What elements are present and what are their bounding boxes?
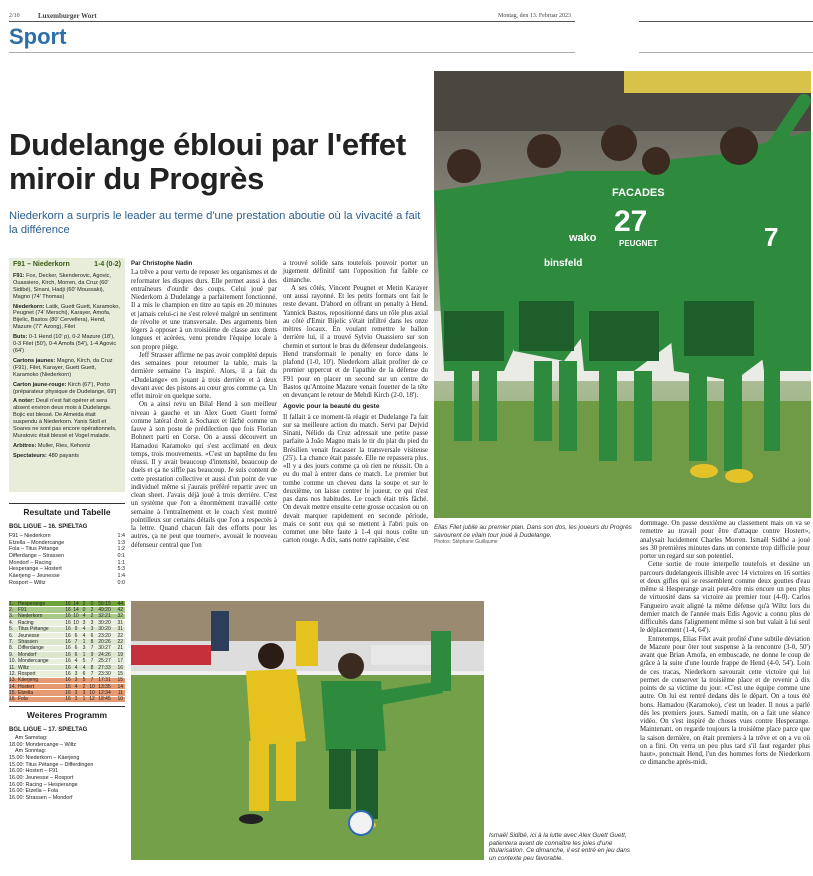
standings-cell: 7 [90,677,94,684]
standings-cell: 14 [73,606,79,613]
program-item: 16.00: Etzella – Fola [9,788,59,795]
standings-cell: 7 [90,645,94,652]
standings-cell: 17:31 [98,677,111,684]
standings-cell: 6 [82,670,86,677]
standings-cell: 4 [74,683,78,690]
factbox-line: Spectateurs: 480 payants [13,452,79,459]
standings-cell: 3 [74,670,78,677]
standings-cell: 23:30 [98,670,111,677]
standings-cell: 16 [65,613,71,620]
standings-row [9,697,125,703]
standings-cell: Niederkorn [18,613,43,620]
program-heading: Weiteres Programm [9,706,125,720]
standings-cell: 16 [65,696,71,703]
standings-cell: 21 [117,645,123,652]
factbox-line: Niederkorn: Latik, Guett Guett, Karamoko, Peugnet (74' Merschi), Karayer, Amofa, Bijelic, Bastos (80' Cervellera), Hend, Mazure (77' Azong), Filet [13,303,120,331]
standings-cell: 10 [73,613,79,620]
standings-cell: 5 [82,677,86,684]
standings-cell: 22 [117,632,123,639]
standings-cell: 16 [117,664,123,671]
standings-cell: Hesperange [18,600,46,607]
standings-cell: Racing [18,619,34,626]
program-item: 16.00: Hostert – F91 [9,768,59,775]
standings-cell: 16 [65,638,71,645]
result-score: 0:1 [117,552,125,559]
standings-cell: 3 [90,619,94,626]
standings-cell: 4 [74,658,78,665]
standings-cell: 44 [117,600,123,607]
paragraph: Jeff Strasser affirme ne pas avoir complété depuis des semaines pour retourner la table, mais la dernière semaine l'a inspiré. Alors, il a fait du «Dudelange» en jouant à trois derrière et à deux devant avec des pistons au cœur gros comme ça. Un effet miroir en quelque sorte. [131,351,277,400]
standings-cell: 16 [65,645,71,652]
standings-cell: 6 [74,632,78,639]
standings-cell: 1. [9,600,14,607]
standings-cell: Hostert [18,683,35,690]
standings-cell: 30:20 [98,619,111,626]
standings-cell: 5. [9,626,14,633]
standings-cell: 16 [65,690,71,697]
standings-cell: 1 [82,638,86,645]
standings-cell: Mondercange [18,658,49,665]
standings-cell: Etzella [18,690,34,697]
standings-cell: Fola [18,696,28,703]
result-match: Hesperange – Hostert [9,566,62,573]
page-number: 2/10 [9,13,20,19]
standings-cell: Käerjeng [18,677,39,684]
standings-cell: 56:15 [98,600,111,607]
result-match: Käerjeng – Jeunesse [9,572,60,579]
result-score: 5:3 [117,566,125,573]
standings-cell: Rosport [18,670,36,677]
standings-cell: 4 [82,626,86,633]
standings-cell: 2 [90,613,94,620]
standings-cell: 4 [82,632,86,639]
factbox-line: Arbitres: Muller, Ries, Kehoniz [13,442,91,449]
standings-cell: 15 [117,677,123,684]
article-column-1 [131,260,277,550]
paragraph: A ses côtés, Vincent Peugnet et Metin Karayer ont aussi rayonné. Et les petits formats ont fait le reste devant. D'abord en offrant un penalty à Hend. Yannick Bastos, repositionné dans un rôle plus axial au côté d'Emir Bijelic s'était infiltré dans les onze mètres locaux. En voulant remettre le ballon derrière lui, il a trouvé Sylvio Ouassiero sur son chemin et surtout le bras du défenseur dudelangeois. Hend transformait le penalty en force dans le plafond (1-0, 10'). Niederkorn allait profiter de ce premier uppercut et de l'apathie de la défense du F91 pour en placer un second sur un centre de Bastos qu'Antoine Mazure venait fouetter de la tête en devançant le retour de Mehdi Kirch (2-0, 18'). [283,284,428,399]
standings-cell: 10 [89,683,95,690]
result-match: F91 – Niederkorn [9,533,51,539]
standings-cell: 11. [9,664,16,671]
shirt-sponsor-text: binsfeld [544,258,583,269]
standings-cell: 2. [9,606,14,613]
standings-cell: 6 [74,651,78,658]
subheading: Agovic pour la beauté du geste [283,403,380,411]
result-row [9,553,125,560]
result-row [9,540,125,547]
paragraph: On a ainsi revu un Bilal Hend à son meilleur niveau à gauche et un Alex Guett Guett formé comme latéral droit à Sochaux et lâché comme un fauve à son poste de prédilection que fois Florian Bohnert parti en Corse. On a aussi découvert un Hamadou Karamoko qui s'est acclimaté en deux temps, trois mouvements. «C'est un baptême du feu réussi. Il y avait beaucoup d'intensité, beaucoup de duels et ça ne siffle pas beaucoup. Je suis content de cette prestation collective et aussi d'un point de vue individuel même si j'aurais préféré repartir avec un clean sheet. J'avais déjà joué à trois derrière. C'est un système que l'on a énormément travaillé cette semaine à l'entraînement et le coach s'est montré pointilleux sur certains détails que l'on a respectés à la lettre. Quand chacun fait des efforts pour les autres, ça ne peut que tourner», avouait le nouveau défenseur central que l'on [131,401,277,549]
result-match: Differdange – Strassen [9,552,65,559]
standings-cell: 7 [90,670,94,677]
standings-cell: 16 [65,658,71,665]
standings-cell: Jeunesse [18,632,40,639]
program-item: 15.00: Titus Pétange – Differdingen [9,761,94,768]
standings-cell: 16 [65,670,71,677]
result-score: 1:4 [117,572,125,579]
standings-cell: 17 [117,658,123,665]
standings-cell: 0 [90,600,94,607]
shirt-sponsor-text: FACADES [612,187,665,199]
standings-cell: 16 [65,619,71,626]
factbox-line: Carton jaune-rouge: Kirch (67'), Porto (préparateur physique de Dudelange, 69') [13,381,117,395]
paragraph: dommage. On passe deuxième au classement mais on va se remettre au travail pour être d'attaque contre Hostert», analysait lucidement Charles Morren. Ismaël Sidibé a joué ses 30 premières minutes dans un contexte trop difficile pour porter un regard sur son potentiel. [640,520,810,560]
header-rule [9,21,575,22]
program-item: 16.00: Strassen – Mondorf [9,794,73,801]
standings-cell: 18:45 [98,696,111,703]
standings-cell: 15 [117,670,123,677]
standings-cell: 6. [9,632,14,639]
standings-cell: 3 [74,677,78,684]
standings-cell: 23:20 [98,632,111,639]
shirt-number: 27 [614,205,648,238]
standings-cell: 27:33 [98,664,111,671]
standings-cell: 16 [65,632,71,639]
standings-cell: 2 [82,683,86,690]
standings-cell: 16 [65,651,71,658]
header-rule-right [639,21,813,22]
standings-cell: 13. [9,677,16,684]
standings-table [9,601,125,703]
result-match: Fola – Titus Pétange [9,546,59,553]
standings-cell: 10 [117,696,123,703]
standings-cell: 30:27 [98,645,111,652]
program-item: 18.00: Mondercange – Wiltz [9,741,77,748]
standings-cell: 20:26 [98,638,111,645]
result-row [9,546,125,553]
standings-cell: 7 [74,638,78,645]
standings-cell: 2 [90,606,94,613]
standings-cell: 3 [82,645,86,652]
standings-cell: 12. [9,670,16,677]
standings-cell: Differdange [18,645,44,652]
section-title: Sport [9,24,67,49]
standings-cell: 19 [117,651,123,658]
duel-photo [131,601,484,860]
result-score: 1:3 [117,539,125,546]
paragraph: a trouvé solide sans toutefois pouvoir porter un jugement définitif tant l'opposition fut faible ce dimanche. [283,260,428,284]
result-row [9,580,125,587]
result-match: Etzella – Mondercange [9,539,65,546]
standings-cell: 6 [90,632,94,639]
result-row [9,573,125,580]
article-column-2 [283,260,428,546]
paragraph: Il fallait à ce moment-là réagir et Dudelange l'a fait sur sa meilleure action du match. Servi par Dejvid Sinani, Nélido da Cruz adressait une petite passe parfaite à João Magno mais le tir du plat du pied du Brésilien venait fracasser la transversale visiteuse (25'). La chance était passée. Elle ne repassera plus. «Il y a des jours comme ça où rien ne réussit. On a eu du mal à entrer dans ce match. Le premier but tombe comme un cheveu dans la soupe et sur le deuxième, on laisse centrer le joueur, ce qui n'est pas dans nos habitudes. Le coach était très fâché. On devait mettre ensuite cette grosse occasion ou on devait marquer rapidement en seconde période, mais ce sont eux qui se mettent à l'abri puis on commet une bête faute à 1-4 qui nous coûte un carton rouge. A dix, sans notre capitaine, c'est [283,413,428,545]
result-row [9,566,125,573]
standings-cell: 16 [65,606,71,613]
match-teams: F91 – Niederkorn [13,261,70,268]
standings-cell: Titus Pétange [18,626,49,633]
photo-1-caption: Elias Filet jubile au premier plan. Dans son dos, les joueurs du Progrès savourent ce vilain tour joué à Dudelange. Photos: Stéphane Guillaume [434,524,634,547]
standings-cell: 3 [90,626,94,633]
result-row [9,560,125,567]
photo-credit: Photos: Stéphane Guillaume [434,539,498,546]
program-item: 16.00: Racing – Hesperange [9,781,78,788]
standings-cell: 5 [82,658,86,665]
standings-cell: 22 [117,638,123,645]
standings-cell: F91 [18,606,27,613]
standings-cell: 4 [74,664,78,671]
standings-cell: 49:20 [98,606,111,613]
standings-cell: 14 [117,683,123,690]
factbox-line: Buts: 0-1 Hend (10' p), 0-2 Mazure (18'), 0-3 Filet (50'), 0-4 Amofa (54'), 1-4 Agovic (64') [13,334,117,354]
standings-cell: 16. [9,696,16,703]
shirt-name-text: PEUGNET [619,239,658,248]
paragraph: Entretemps, Elias Filet avait profité d'une subtile déviation de Mazure pour ôter tout suspense à la rencontre (3-0, 50') avant que Brian Amofa, en embuscade, ne donne le coup de grâce à la suite d'une lourde frappe de Hend (4-0, 54'). Loin de ces tracas, Niederkorn savourait cette victoire qui lui permet de conserver la troisième place et de revenir à dix points de sa victime du jour. «C'est une équipe comme une autre. On lui est rentré dedans dès le départ. On a tous été bons. Hamadou (Karamoko), c'est un leader. Il nous a parlé dès les premiers jours. Samedi matin, on a fait une séance vidéo. On s'est inspiré de choses vues contre Hesperange. Maintenant, on regarde toujours la troisième place parce que la saison dernière, on était premiers à la trêve et on a vu où on a fini. On verra un peu plus tard s'il faut regarder plus haut», ponctuait Hend, l'un des hommes forts de Niederkorn ce dimanche après-midi. [640,635,810,767]
standings-cell: 3 [74,690,78,697]
match-score: 1-4 (0-2) [94,261,121,268]
result-score: 1:2 [117,546,125,553]
standings-cell: 8. [9,645,14,652]
results-heading: Resultate und Tabelle [9,503,125,517]
standings-cell: Wiltz [18,664,29,671]
program-item: 16.00: Jeunesse – Rosport [9,774,74,781]
standings-cell: 1 [82,651,86,658]
standings-cell: 10 [73,619,79,626]
issue-date: Montag, den 13. Februar 2023 [498,13,571,19]
standings-cell: 30:20 [98,626,111,633]
standings-cell: 15. [9,690,16,697]
section-rule [9,52,575,53]
program-item: Am Samstag: [15,735,48,741]
standings-cell: 6 [74,645,78,652]
results-list [9,533,125,586]
standings-cell: 8 [90,664,94,671]
standings-cell: 16 [65,664,71,671]
article-subhead: Niederkorn a surpris le leader au terme d'une prestation aboutie où la vivacité a fait la différence [9,210,421,236]
standings-cell: 16 [65,677,71,684]
paragraph: Cette sortie de route interpelle toutefois et dessine un parcours dudelangeois illisible avec 14 victoires en 16 sorties et deux gifles qui se ressemblent comme deux gouttes d'eau même si Hesperange avait peut-être mis encore un peu plus de virtuosité dans sa victoire au premier tour (4-0). Carlos Fangueiro avait aligné la même défense qu'à Wiltz lors du dernier match de l'année mais Edis Agovic a connu plus de difficultés dans l'alignement même si son but valait à lui seul le déplacement (1-4, 64'). [640,561,810,635]
program-item: 15.00: Niederkorn – Käerjeng [9,754,80,761]
byline: Par Christophe Nadin [131,261,193,267]
standings-cell: 9 [90,651,94,658]
celebration-photo [434,71,811,518]
standings-cell: 0 [82,606,86,613]
paper-name: Luxemburger Wort [38,12,97,20]
standings-cell: 9. [9,651,14,658]
standings-cell: Strassen [18,638,38,645]
standings-cell: 3 [82,690,86,697]
paragraph: La trêve a pour vertu de reposer les organismes et de reformater les disques durs. Elle permet aussi à des entraîneurs d'ourdir des coups. Celui joué par Niederkorn à Dudelange a parfaitement fonctionné. Il a mis le champion en titre au tapis en 20 minutes et jamais celui-ci ne s'est relevé malgré un sentiment de révolte et une transversale. Des arguments bien légers à opposer à un troisième de classe aux dents longues et acérées, venu prendre l'équipe locale à son propre piège. [131,269,277,351]
standings-cell: 14 [73,600,79,607]
program-league: BGL LIGUE – 17. SPIELTAG [9,727,88,733]
program-list [9,735,125,802]
shirt-sponsor-text: wako [569,232,597,244]
standings-cell: 25:27 [98,658,111,665]
standings-cell: 12:34 [98,690,111,697]
article-headline: Dudelange ébloui par l'effet miroir du Progrès [9,127,406,196]
photo-2-caption: Ismaël Sidibé, ici à la lutte avec Alex Guett Guett, patientera avant de connaître les joies d'une titularisation. Ce dimanche, il est entré en jeu dans un contexte peu favorable. [489,832,631,862]
standings-cell: 32:21 [98,613,111,620]
standings-cell: 2 [82,600,86,607]
standings-cell: 4 [82,664,86,671]
standings-cell: 7 [90,658,94,665]
standings-cell: 7. [9,638,14,645]
standings-cell: 4 [82,613,86,620]
factbox-line: F91: Fox, Decker, Skenderovic, Agovic, Ouassiero, Kirch, Morren, da Cruz (60' Sidibé), Sinani, Hadji (60' Moussaki), Magno (74' Thomas) [13,272,111,300]
standings-cell: 16 [65,600,71,607]
standings-cell: 9 [74,626,78,633]
standings-cell: 42 [117,606,123,613]
results-league: BGL LIGUE – 16. SPIELTAG [9,524,88,530]
result-score: 1:4 [117,533,125,539]
standings-cell: 4. [9,619,14,626]
result-match: Rosport – Wiltz [9,579,46,586]
result-score: 0:0 [117,579,125,586]
standings-cell: 13:35 [98,683,111,690]
result-match: Mondorf – Racing [9,559,52,566]
standings-cell: 32 [117,613,123,620]
factbox-line: A noter: Deuil n'est fait opérer et sera absent environ deux mois à Dudelange. Bojic est blessé. De Almeida était suspendu à Niederkorn. Yanis Stoll et Soares ne sont pas encore opérationnels, Muratovic était blessé et Vogel malade. [13,398,117,439]
standings-cell: 3. [9,613,14,620]
duel-photo-svg [131,601,484,860]
standings-cell: 24:26 [98,651,111,658]
celebration-photo-svg [434,71,811,518]
standings-cell: 10 [89,690,95,697]
standings-cell: 16 [65,626,71,633]
standings-cell: 10. [9,658,16,665]
standings-cell: 8 [90,638,94,645]
standings-cell: 31 [117,619,123,626]
shirt-number: 7 [764,222,779,252]
factbox-line: Cartons jaunes: Magno, Kirch, da Cruz (F91), Filet, Karayer, Guett Guett, Karamoko (Niederkorn) [13,357,113,378]
standings-cell: Mondorf [18,651,37,658]
match-teams-row [13,262,121,269]
article-column-4 [640,520,810,768]
section-rule-right [639,52,813,53]
standings-cell: 12 [89,696,95,703]
standings-cell: 11 [117,690,123,697]
result-row [9,533,125,540]
standings-cell: 1 [82,696,86,703]
match-factbox [9,258,125,492]
standings-cell: 16 [65,683,71,690]
result-score: 1:1 [117,559,125,566]
standings-cell: 14. [9,683,16,690]
program-item: Am Sonntag: [15,748,47,755]
standings-cell: 3 [82,619,86,626]
standings-cell: 31 [117,626,123,633]
standings-cell: 3 [74,696,78,703]
